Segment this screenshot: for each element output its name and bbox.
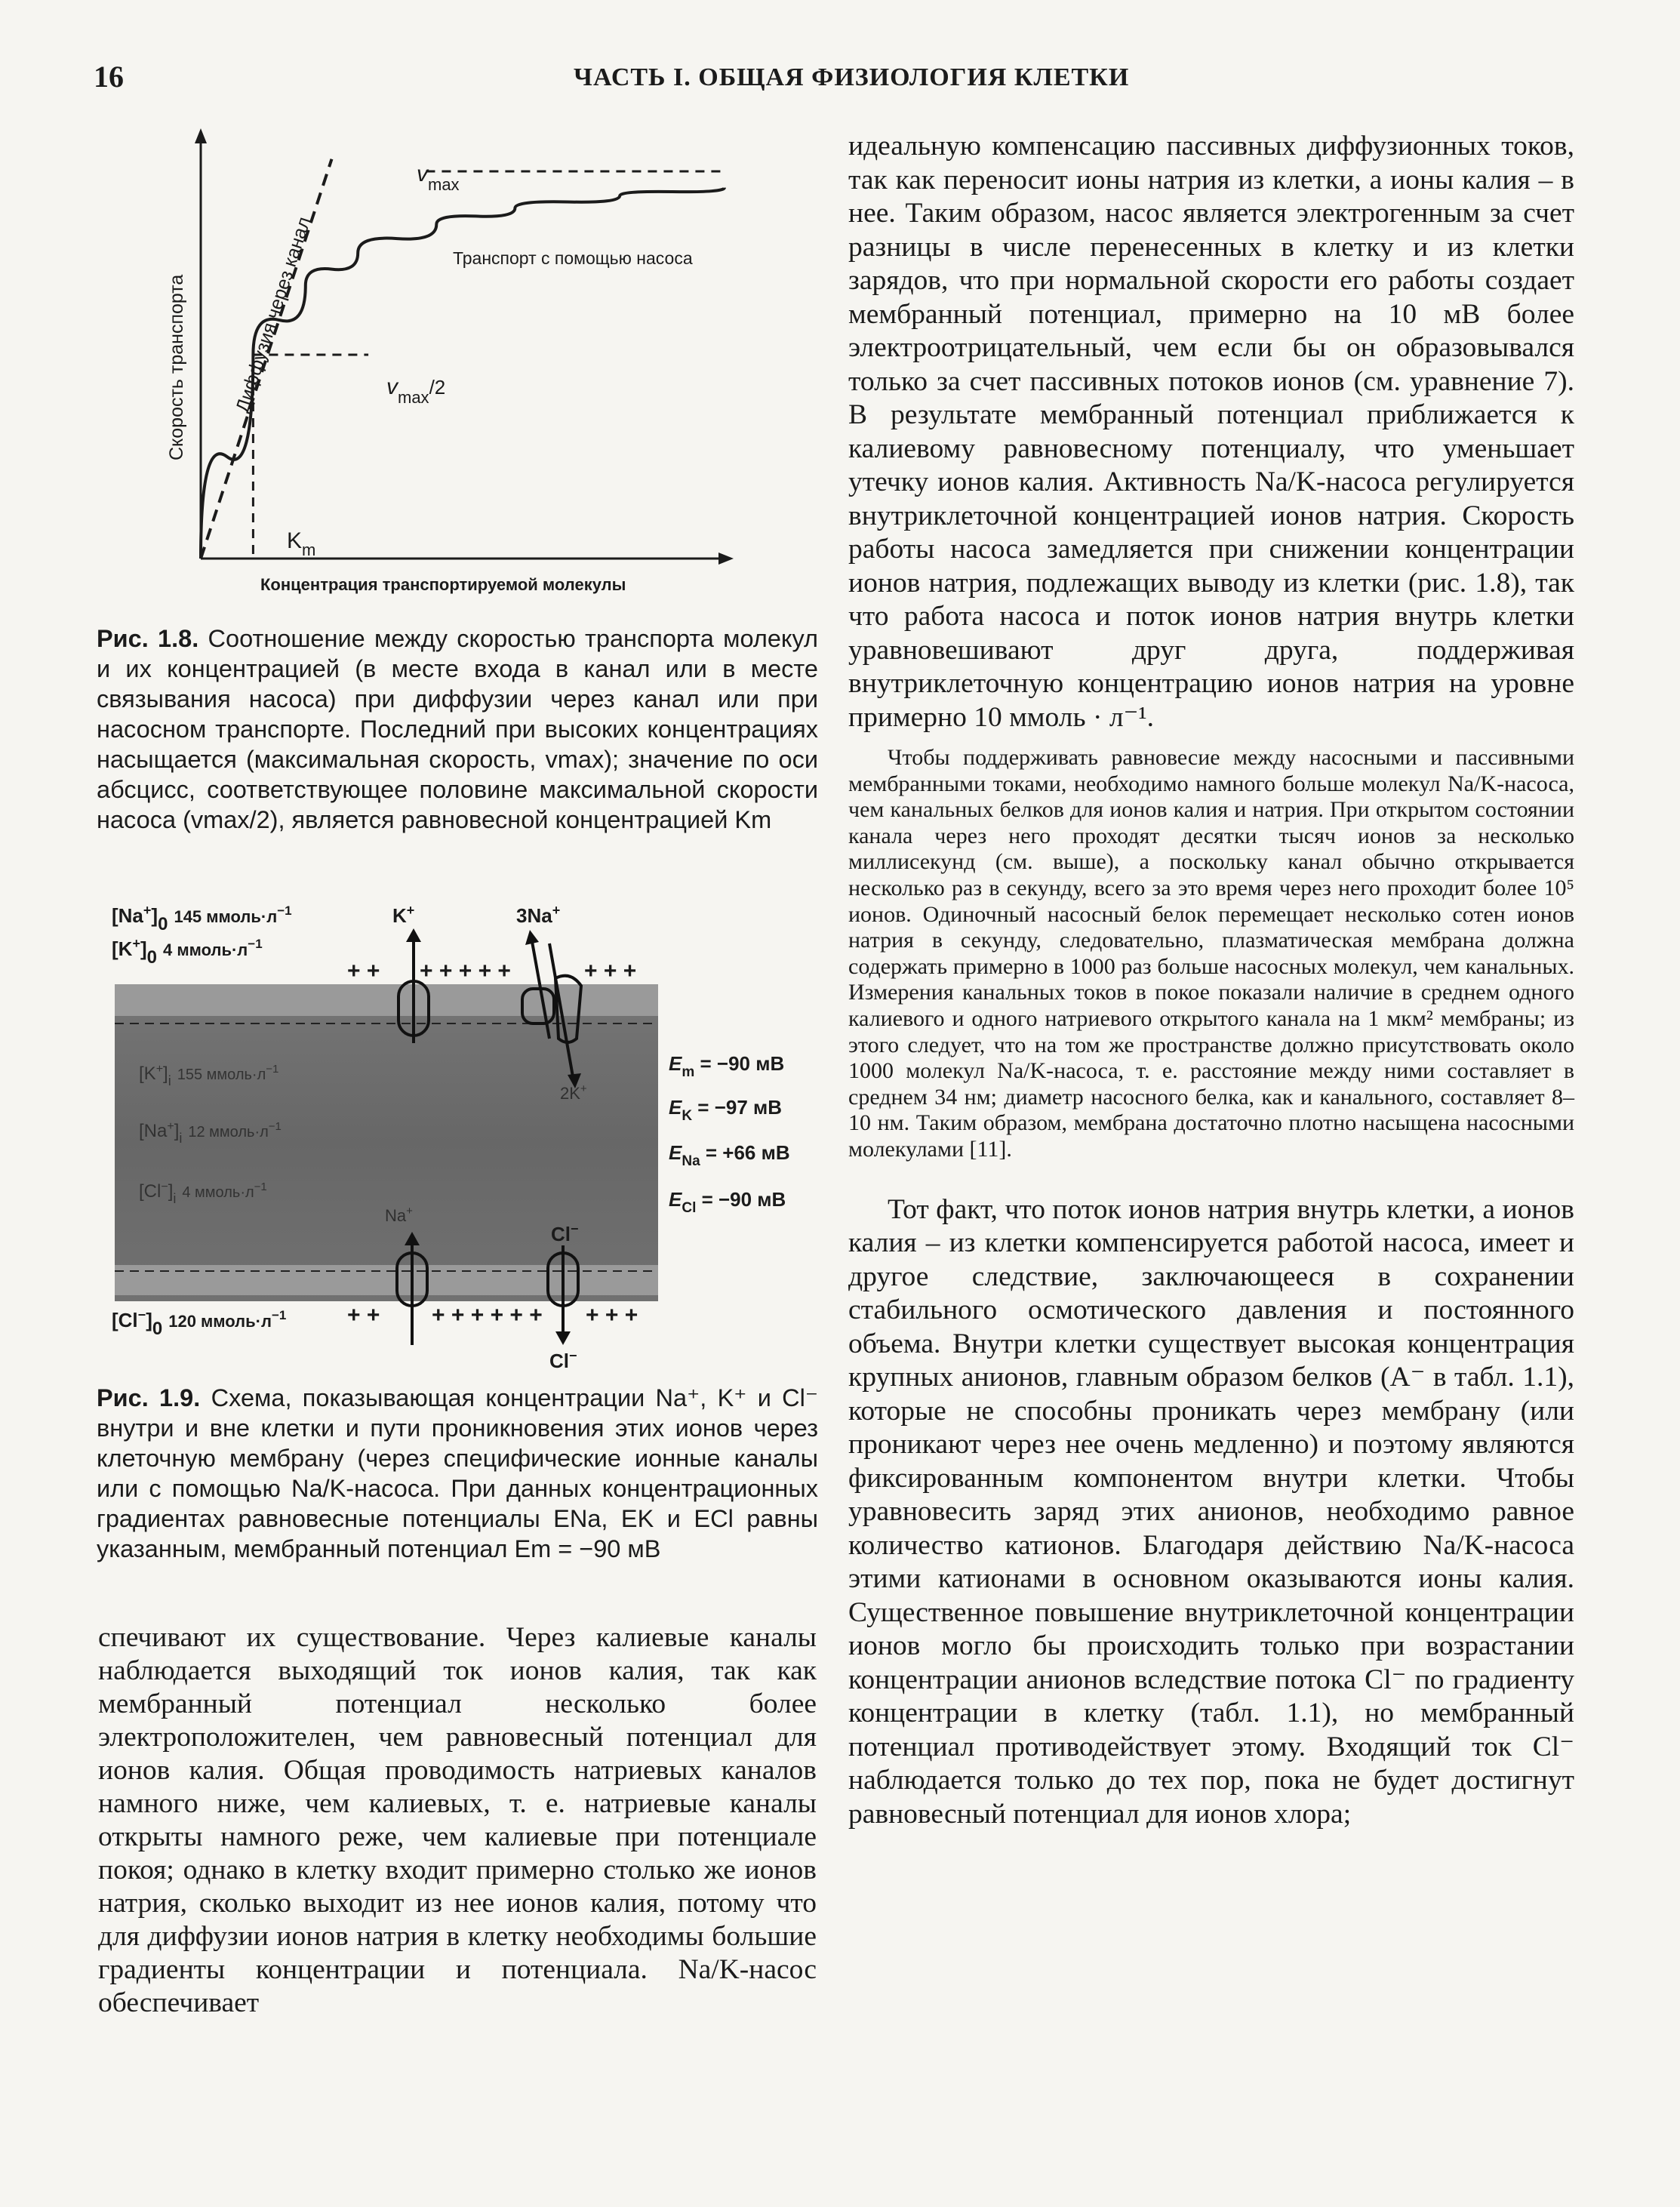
ena-value: $E_{Na} = +66$ мВ (669, 1141, 790, 1169)
top-charges-right: + + + (584, 959, 637, 983)
left-body-paragraph: спечивают их существование. Через калиевые каналы наблюдается выходящий ток ионов калия, так как мембранный потенциал несколько более электроположителен, чем равновесный потенциал для ионов калия. Общая проводимость натриевых каналов намного ниже, чем калиевых, т. е. натриевые каналы открыты намного реже, чем калиевые при потенциале покоя; однако в клетку входит примерно столько же ионов натрия, сколько выходит из нее ионов калия, потому что для диффузии ионов натрия в клетку необходимы большие градиенты концентрации и потенциала. Na/K-насос обеспечивает (98, 1622, 817, 2018)
x-axis-arrow (718, 553, 734, 565)
k-outside-label: [K+]0 $^{4 ммоль\cdot л-1}$ (112, 936, 263, 968)
vmax-sub: max (428, 175, 460, 194)
caption-1-9-text: Схема, показывающая концентрации Na⁺, K⁺ и Cl⁻ внутри и вне клетки и пути проникновения этих ионов через клеточную мембрану (через специфические ионные каналы или с помощью Na/K-насоса. При данных концентрационных градиентах равновесные потенциалы ENa, EK и ECl равны указанным, мембранный потенциал Em = −90 мВ (97, 1384, 819, 1562)
top-charges-left: + + (347, 959, 380, 983)
caption-1-9-title: Рис. 1.9. (97, 1384, 201, 1411)
pump-curve-label: Транспорт с помощью насоса (453, 248, 693, 268)
channel-curve-label: Диффузия через канал (232, 214, 315, 415)
figure-1-8-caption (97, 623, 818, 835)
figure-1-8-chart (151, 128, 755, 596)
page-number: 16 (94, 60, 124, 94)
k-inside-label: $[K^+]_i$ $^{155 ммоль\cdot л-1}$ (139, 1063, 279, 1088)
cl-channel-inside-label: Cl− (551, 1221, 579, 1245)
pump-na-label: 3Na+ (516, 903, 561, 927)
right-paragraph-small-print: Чтобы поддерживать равновесие между насосными и пассивными мембранными токами, необходимо намного больше молекул Na/K-насоса, чем канальных белков для ионов калия и натрия. При открытом состоянии канала через него проходят десятки тысяч ионов за несколько миллисекунд (см. выше), а поскольку канал обычно открывается несколько раз в секунду, всего за это время через него проходит более 10⁵ ионов. Одиночный насосный белок перемещает несколько сотен ионов натрия в секунду, следовательно, плазматическая мембрана должна содержать примерно в 1000 раз больше насосных молекул, чем канальных. Измерения канальных токов в покое показали наличие в среднем одного калиевого и одного натриевого открытого канала на 1 мкм² мембраны; из этого следует, что на том же пространстве должно присутствовать около 1000 молекул Na/K-насоса, т. е. расстояние между ними составляет в среднем 34 нм; диаметр насосного белка, как и канального, составляет 8–10 нм. Таким образом, мембрана достаточно плотно насыщена насосными молекулами [11]. (848, 745, 1574, 1162)
na-inside-label: $[Na^+]_i$ $^{12 ммоль\cdot л-1}$ (139, 1120, 282, 1146)
pump-k-label: 2K+ (560, 1082, 587, 1103)
na-channel-label: Na+ (385, 1205, 413, 1225)
figure-1-9-caption (97, 1383, 818, 1564)
vmax-half-v: v (386, 374, 398, 399)
caption-1-8-text: Соотношение между скоростью транспорта молекул и их концентрацией (в месте входа в канал или в месте связывания насоса) при диффузии через канал или при насосном транспорте. Последний при высоких концентрациях насыщается (максимальная скорость, vmax); значение по оси абсцисс, соответствующее половине максимальной скорости насоса (vmax/2), является равновесной концентрацией Km (97, 625, 818, 833)
figure-1-9-diagram (94, 895, 818, 1378)
vmax-label (417, 162, 460, 194)
y-axis-label: Скорость транспорта (166, 274, 187, 460)
na-outside-label: [Na+]0 $^{145 ммоль\cdot л-1}$ (112, 903, 292, 934)
right-column (848, 130, 1574, 1831)
vmax-v: v (417, 162, 428, 186)
km-label (287, 528, 315, 559)
bottom-charges-left: + + (347, 1303, 380, 1328)
running-head: ЧАСТЬ I. ОБЩАЯ ФИЗИОЛОГИЯ КЛЕТКИ (574, 63, 1130, 91)
cl-channel-outside-label: Cl− (549, 1348, 577, 1372)
right-paragraph-1: идеальную компенсацию пассивных диффузионных токов, так как переносит ионы натрия из клетки, а ионы калия – в нее. Таким образом, насос является электрогенным за счет разницы в числе перенесенных в клетку и из клетки зарядов, что при нормальной скорости его работы создает мембранный потенциал, примерно на 10 мВ более электроотрицательный, чем если бы он образовывался только за счет пассивных потоков ионов (см. уравнение 7). В результате мембранный потенциал приближается к калиевому равновесному потенциалу, что уменьшает утечку ионов калия. Активность Na/K-насоса регулируется внутриклеточной концентрацией ионов натрия. Скорость работы насоса замедляется при снижении концентрации ионов натрия, подлежащих выводу из клетки (рис. 1.8), так что работа насоса и поток ионов натрия внутрь клетки уравновешивают друг друга, поддерживая внутриклеточную концентрацию ионов натрия на уровне примерно 10 ммоль · л⁻¹. (848, 131, 1574, 733)
right-paragraph-3: Тот факт, что поток ионов натрия внутрь клетки, а ионов калия – из клетки компенсируется работой насоса, имеет и другое следствие, заключающееся в сохранении стабильного осмотического давления и постоянного объема. Внутри клетки существует высокая концентрация крупных анионов, главным образом белков (A⁻ в табл. 1.1), которые не способны проникать через мембрану (или проникают через нее очень медленно) и поэтому являются фиксированным компонентом внутри клетки. Чтобы уравновесить заряд этих анионов, необходимо равное количество катионов. Благодаря действию Na/K-насоса этими катионами в основном оказываются ионы калия. Существенное повышение внутриклеточной концентрации ионов могло бы происходить только при возрастании концентрации анионов вследствие потока Cl⁻ по градиенту концентрации в клетку (табл. 1.1), но мембранный потенциал противодействует этому. Входящий ток Cl⁻ наблюдается только до тех пор, пока не будет достигнут равновесный потенциал для ионов хлора; (848, 1193, 1574, 1830)
left-column-body (98, 1621, 817, 2020)
em-value: $E_m = -90$ мВ (669, 1052, 785, 1080)
km-k: K (287, 528, 303, 553)
vmax-half-sub: max (398, 388, 429, 407)
ek-value: $E_K = -97$ мВ (669, 1096, 783, 1124)
bottom-charges-middle: + + + + + + (432, 1303, 543, 1328)
top-membrane (115, 984, 658, 1016)
cl-inside-label: $[Cl^-]_i$ $^{4 ммоль\cdot л-1}$ (139, 1180, 267, 1206)
pump-transport-curve (201, 188, 725, 559)
km-sub: m (302, 540, 316, 559)
ecl-value: $E_{Cl} = -90$ мВ (669, 1188, 786, 1216)
bottom-charges-right: + + + (586, 1303, 638, 1328)
vmax-half-suffix: /2 (429, 376, 446, 399)
top-charges-middle: + + + + + (420, 959, 511, 983)
x-axis-label: Концентрация транспортируемой молекулы (260, 575, 626, 594)
plot-area (195, 128, 734, 565)
vmax-half-label (386, 374, 445, 407)
k-channel-label: K+ (392, 903, 415, 927)
y-axis-arrow (195, 128, 207, 143)
cl-outside-label: [Cl−]0 $^{120 ммоль\cdot л-1}$ (112, 1307, 287, 1339)
caption-1-8-title: Рис. 1.8. (97, 625, 199, 652)
